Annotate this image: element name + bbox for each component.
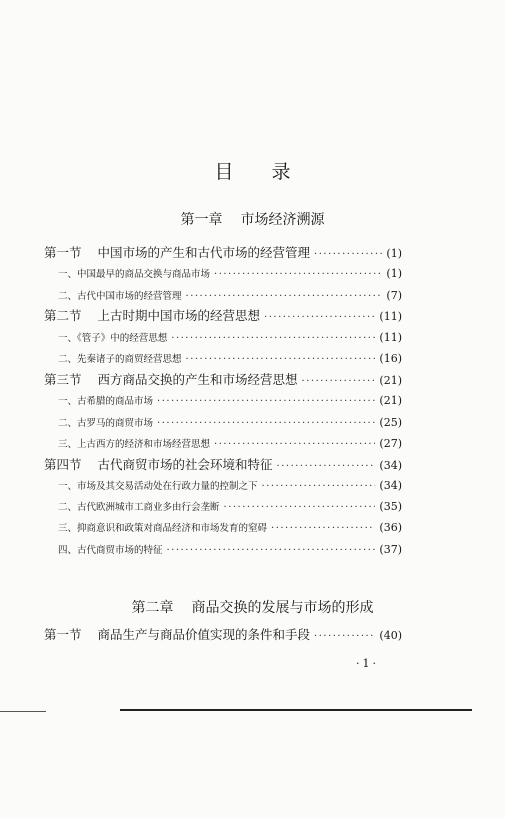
- toc-section-entry[interactable]: [44, 371, 402, 389]
- section-number: 第二节: [44, 308, 82, 323]
- entry-title: 一、中国最早的商品交换与商品市场: [58, 269, 211, 280]
- page-folio: ·1·: [356, 657, 379, 670]
- entry-title: 三、上古西方的经济和市场经营思想: [58, 439, 211, 450]
- dot-leader: [157, 415, 375, 433]
- page-number: (21): [379, 374, 402, 387]
- page-number: (1): [386, 247, 402, 260]
- toc-subsection-entry[interactable]: [58, 265, 402, 283]
- page-number: (21): [379, 394, 402, 407]
- page-title: 目录: [214, 161, 329, 183]
- page-number: (7): [386, 289, 402, 302]
- page-number: (37): [379, 543, 402, 556]
- toc-section-entry[interactable]: [44, 307, 402, 325]
- chapter-heading: [0, 209, 505, 229]
- dot-leader: [314, 628, 375, 646]
- page-number: (16): [379, 352, 402, 365]
- toc-subsection-entry[interactable]: [58, 392, 402, 410]
- entry-title: 二、古代中国市场的经营管理: [58, 291, 182, 302]
- section-number: 第一节: [44, 245, 82, 260]
- dot-leader: [302, 373, 376, 391]
- dot-leader: [262, 478, 376, 496]
- dot-leader: [167, 542, 376, 560]
- dot-leader: [224, 499, 376, 517]
- entry-title: 一、《管子》中的经营思想: [58, 333, 168, 344]
- entry-title: 商品生产与商品价值实现的条件和手段: [97, 627, 311, 642]
- section-number: 第三节: [44, 372, 82, 387]
- toc-section-entry[interactable]: [44, 626, 402, 644]
- entry-title: 二、古代欧洲城市工商业多由行会垄断: [58, 502, 220, 513]
- entry-title: 一、古希腊的商品市场: [58, 396, 154, 407]
- toc-subsection-entry[interactable]: [58, 329, 402, 347]
- section-number: 第一节: [44, 627, 82, 642]
- entry-title: 上古时期中国市场的经营思想: [97, 308, 261, 323]
- entry-title: 三、抑商意识和政策对商品经济和市场发育的窒碍: [58, 523, 268, 534]
- dot-leader: [264, 309, 375, 327]
- entry-title: 中国市场的产生和古代市场的经营管理: [97, 245, 311, 260]
- chapter-title: 市场经济溯源: [240, 212, 325, 228]
- page-number: (40): [379, 629, 402, 642]
- dot-leader: [186, 288, 383, 306]
- entry-title: 一、市场及其交易活动处在行政力量的控制之下: [58, 481, 258, 492]
- page-number: (27): [379, 437, 402, 450]
- toc-subsection-entry[interactable]: [58, 498, 402, 516]
- page-number: (1): [386, 267, 402, 280]
- entry-title: 二、先秦诸子的商贸经营思想: [58, 354, 182, 365]
- page-number: (11): [379, 331, 402, 344]
- entry-title: 古代商贸市场的社会环境和特征: [97, 457, 273, 472]
- dot-leader: [157, 393, 375, 411]
- toc-section-entry[interactable]: [44, 244, 402, 262]
- chapter-number: 第二章: [131, 600, 174, 616]
- chapter-number: 第一章: [180, 212, 223, 228]
- page-number: (25): [379, 416, 402, 429]
- toc-subsection-entry[interactable]: [58, 435, 402, 453]
- dot-leader: [277, 458, 376, 476]
- toc-subsection-entry[interactable]: [58, 350, 402, 368]
- dot-leader: [186, 351, 376, 369]
- bottom-rule: [120, 709, 472, 711]
- page-number: (34): [379, 459, 402, 472]
- bottom-rule-left: [0, 711, 46, 712]
- toc-subsection-entry[interactable]: [58, 414, 402, 432]
- dot-leader: [214, 266, 382, 284]
- entry-title: 四、古代商贸市场的特征: [58, 545, 163, 556]
- toc-section-entry[interactable]: [44, 456, 402, 474]
- toc-subsection-entry[interactable]: [58, 541, 402, 559]
- chapter-heading: [0, 597, 505, 617]
- page-number: (34): [379, 479, 402, 492]
- dot-leader: [314, 246, 382, 264]
- page-number: (36): [379, 521, 402, 534]
- dot-leader: [171, 330, 375, 348]
- entry-title: 二、古罗马的商贸市场: [58, 418, 154, 429]
- dot-leader: [271, 520, 375, 538]
- toc-subsection-entry[interactable]: [58, 287, 402, 305]
- toc-subsection-entry[interactable]: [58, 519, 402, 537]
- page-number: (35): [379, 500, 402, 513]
- page-number: (11): [379, 310, 402, 323]
- chapter-title: 商品交换的发展与市场的形成: [191, 600, 374, 616]
- entry-title: 西方商品交换的产生和市场经营思想: [97, 372, 298, 387]
- dot-leader: [214, 436, 375, 454]
- toc-subsection-entry[interactable]: [58, 477, 402, 495]
- section-number: 第四节: [44, 457, 82, 472]
